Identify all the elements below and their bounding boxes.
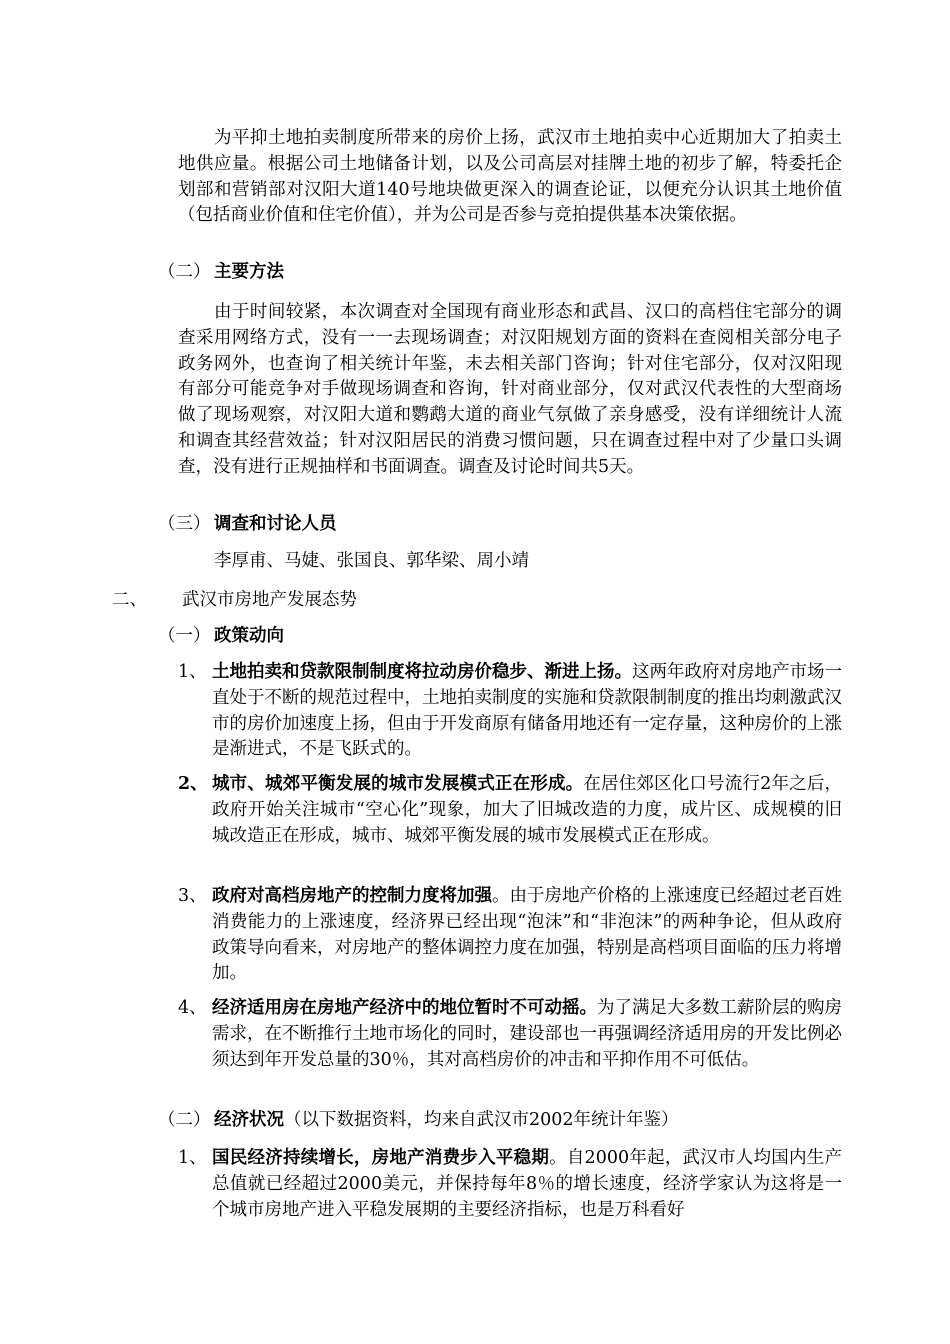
- section-heading-policy: [158, 624, 284, 650]
- list-item: [178, 1146, 842, 1223]
- section-title: 主要方法: [214, 262, 284, 282]
- section-heading-people: [158, 512, 337, 538]
- item-heading: 经济适用房在房地产经济中的地位暂时不可动摇。: [212, 998, 597, 1018]
- people-list: 李厚甫、马婕、张国良、郭华梁、周小靖: [214, 551, 529, 571]
- list-item: [178, 884, 842, 987]
- list-item: [178, 996, 842, 1073]
- list-item: [178, 772, 842, 849]
- item-number: 1、: [178, 1148, 207, 1168]
- item-heading: 国民经济持续增长，房地产消费步入平稳期: [212, 1148, 550, 1168]
- list-item: [178, 660, 842, 763]
- chapter-title: 武汉市房地产发展态势: [182, 590, 357, 610]
- item-number: 4、: [178, 998, 207, 1018]
- methods-paragraph: 由于时间较紧，本次调查对全国现有商业形态和武昌、汉口的高档住宅部分的调查采用网络方式，没有一一去现场调查；对汉阳规划方面的资料在查阅相关部分电子政务网外，也查询了相关统计年鉴，未去相关部门咨询；针对住宅部分，仅对汉阳现有部分可能竞争对手做现场调查和咨询，针对商业部分，仅对武汉代表性的大型商场做了现场观察，对汉阳大道和鹦鹉大道的商业气氛做了亲身感受，没有详细统计人流和调查其经营效益；针对汉阳居民的消费习惯问题，只在调查过程中对了少量口头调查，没有进行正规抽样和书面调查。调查及讨论时间共5天。: [178, 302, 842, 477]
- section-heading-economy: [158, 1108, 679, 1134]
- section-note: （以下数据资料，均来自武汉市2002年统计年鉴）: [284, 1110, 679, 1130]
- item-heading: 城市、城郊平衡发展的城市发展模式正在形成。: [212, 774, 584, 794]
- section-title: 政策动向: [214, 626, 284, 646]
- section-title: 调查和讨论人员: [214, 514, 337, 534]
- item-text: 。由于房地产价格的上涨速度已经超过老百姓消费能力的上涨速度，经济界已经出现“泡沫”和“非泡沫”的两种争论，但从政府政策导向看来，对房地产的整体调控力度在加强，特别是高档项目面临的压力将增加。: [212, 886, 842, 984]
- item-text: 为了满足大多数工薪阶层的购房需求，在不断推行土地市场化的同时，建设部也一再强调经济适用房的开发比例必须达到年开发总量的30％，其对高档房价的冲击和平抑作用不可低估。: [212, 998, 842, 1070]
- item-heading: 土地拍卖和贷款限制制度将拉动房价稳步、渐进上扬。: [212, 662, 632, 682]
- chapter-heading: [112, 588, 357, 614]
- item-heading: 政府对高档房地产的控制力度将加强: [212, 886, 492, 906]
- intro-paragraph: 为平抑土地拍卖制度所带来的房价上扬，武汉市土地拍卖中心近期加大了拍卖土地供应量。根据公司土地储备计划，以及公司高层对挂牌土地的初步了解，特委托企划部和营销部对汉阳大道140号地块做更深入的调查论证，以便充分认识其土地价值（包括商业价值和住宅价值），并为公司是否参与竞拍提供基本决策依据。: [178, 128, 842, 226]
- item-text: 。自2000年起，武汉市人均国内生产总值就已经超过2000美元，并保持每年8％的增长速度，经济学家认为这将是一个城市房地产进入平稳发展期的主要经济指标，也是万科看好: [212, 1148, 842, 1220]
- item-text: 这两年政府对房地产市场一直处于不断的规范过程中，土地拍卖制度的实施和贷款限制制度的推出均刺激武汉市的房价加速度上扬，但由于开发商原有储备用地还有一定存量，这种房价的上涨是渐进式，不是飞跃式的。: [212, 662, 842, 760]
- section-heading-methods: [158, 260, 284, 286]
- item-number: 2、: [178, 774, 208, 794]
- section-marker: （三）: [158, 514, 211, 534]
- item-text: 在居住郊区化口号流行2年之后，政府开始关注城市“空心化”现象，加大了旧城改造的力度，成片区、成规模的旧城改造正在形成，城市、城郊平衡发展的城市发展模式正在形成。: [212, 774, 843, 846]
- chapter-marker: 二、: [112, 590, 147, 610]
- item-number: 1、: [178, 662, 207, 682]
- section-marker: （二）: [158, 262, 211, 282]
- section-title: 经济状况: [214, 1110, 284, 1130]
- section-marker: （一）: [158, 626, 211, 646]
- item-number: 3、: [178, 886, 207, 906]
- section-marker: （二）: [158, 1110, 211, 1130]
